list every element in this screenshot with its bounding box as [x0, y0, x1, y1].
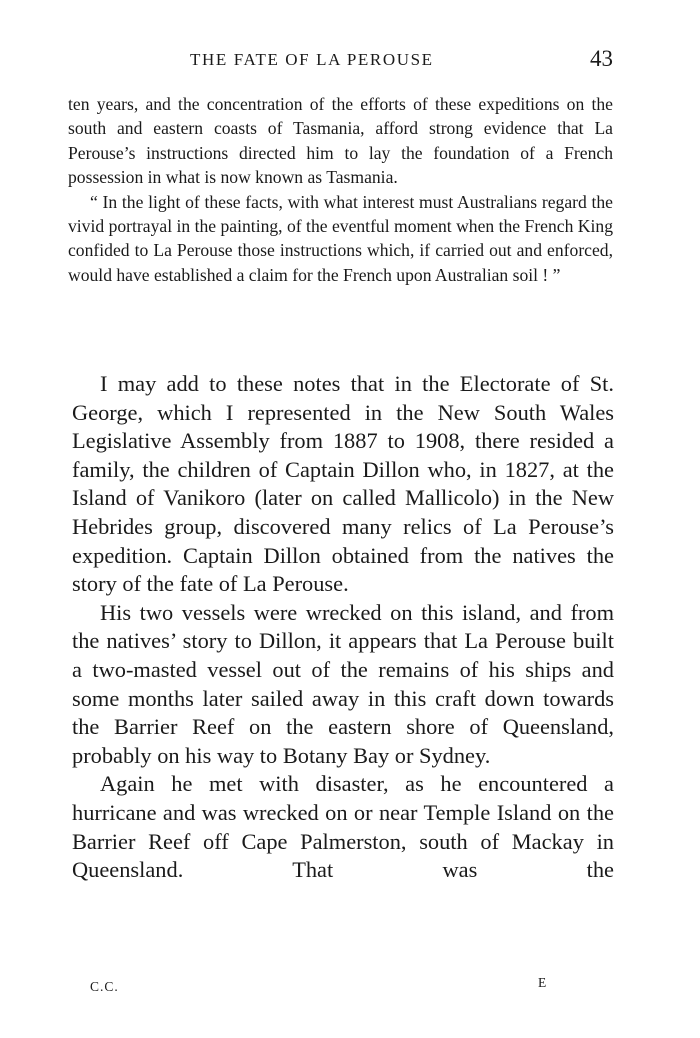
page-footer	[68, 975, 613, 999]
body-paragraph-1: I may add to these notes that in the Electorate of St. George, which I represented in the New South Wales Legislative Assembly from 1887 to 1908, there resided a family, the children of Captain Dillon who, in 1827, at the Island of Vanikoro (later on called Mallicolo) in the New Hebrides group, discovered many relics of La Perouse’s expedition. Captain Dillon obtained from the natives the story of the fate of La Perouse.	[72, 371, 614, 597]
main-text	[72, 370, 614, 885]
running-title: THE FATE OF LA PEROUSE	[190, 50, 434, 69]
quote-paragraph-2: “ In the light of these facts, with what interest must Australians regard the vivid portrayal in the painting, of the eventful moment when the French King confided to La Perouse those instructions which, if carried out and enforced, would have established a claim for the French upon Australian soil ! ”	[68, 191, 613, 285]
running-header	[68, 46, 613, 76]
body-paragraph-2: His two vessels were wrecked on this island, and from the natives’ story to Dillon, it appears that La Perouse built a two-masted vessel out of the remains of his ships and some months later sailed away in this craft down towards the Barrier Reef on the eastern shore of Queensland, probably on his way to Botany Bay or Sydney.	[72, 599, 614, 768]
page-number: 43	[590, 46, 613, 71]
quote-paragraph-1: ten years, and the concentration of the efforts of these expeditions on the south and eastern coasts of Tasmania, afford strong evidence that La Perouse’s instructions directed him to lay the foundation of a French possession in what is now known as Tasmania.	[68, 94, 613, 188]
quoted-passage	[68, 92, 613, 287]
signature-mark-right: E	[538, 975, 548, 990]
signature-mark-left: C.C.	[90, 979, 119, 994]
body-paragraph-3: Again he met with disaster, as he encountered a hurricane and was wrecked on or near Temple Island on the Barrier Reef off Cape Palmerston, south of Mackay in Queensland. That was the	[72, 771, 614, 883]
